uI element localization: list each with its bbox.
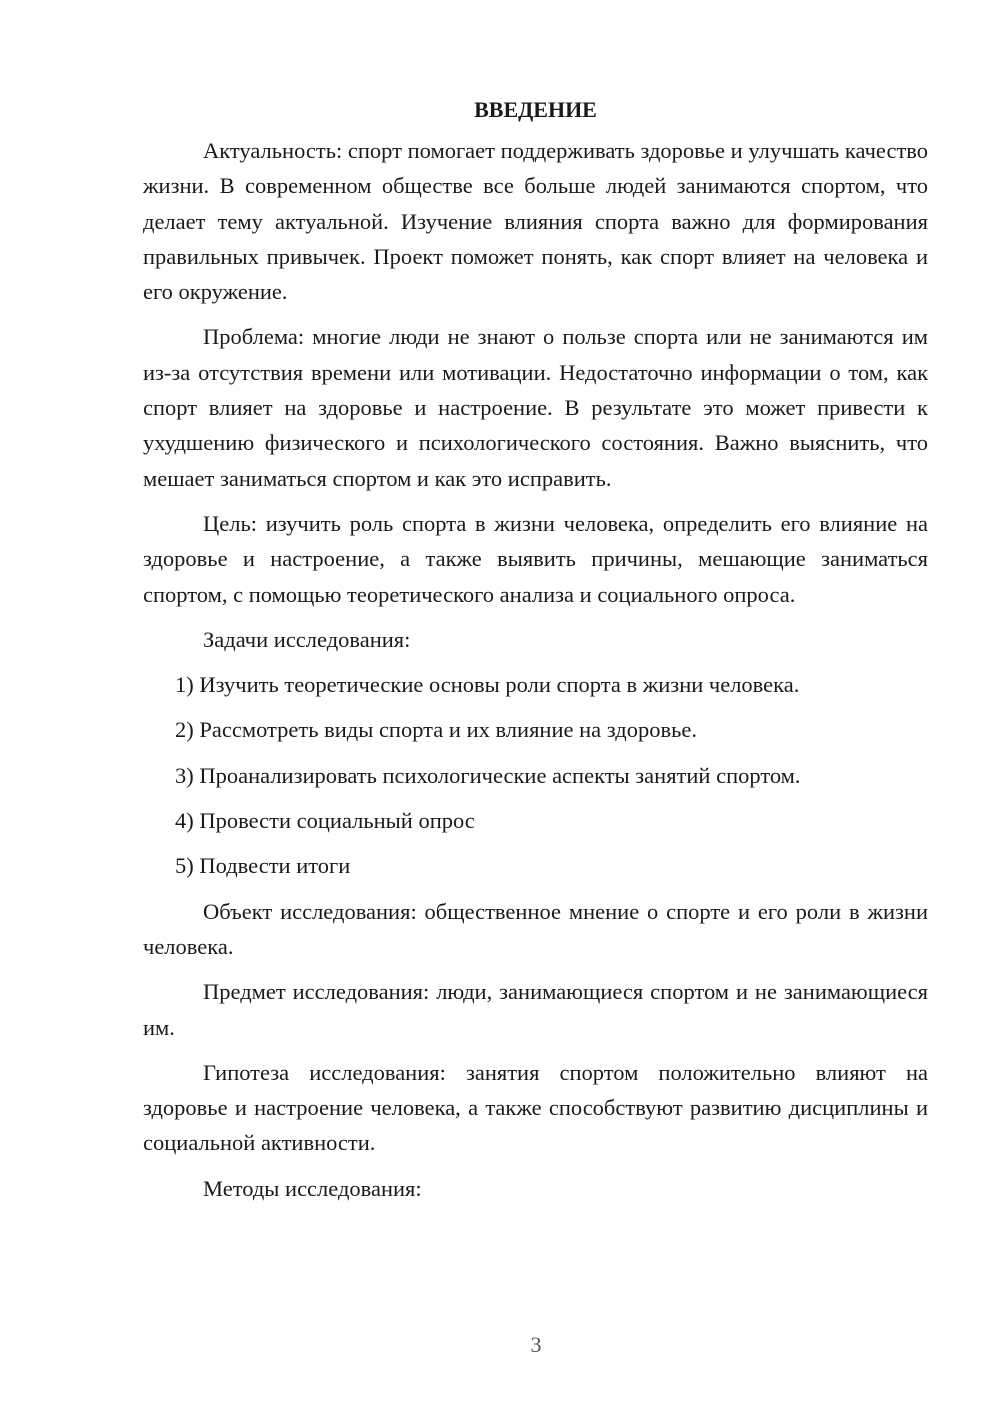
task-item-4: 4) Провести социальный опрос xyxy=(175,808,475,834)
task-item-1: 1) Изучить теоретические основы роли спорта в жизни человека. xyxy=(175,672,800,698)
section-title: ВВЕДЕНИЕ xyxy=(474,97,597,122)
page-content xyxy=(143,92,928,1216)
task-item-5: 5) Подвести итоги xyxy=(175,853,351,879)
tasks-heading: Задачи исследования: xyxy=(203,626,411,652)
paragraph-subject: Предмет исследования: люди, занимающиеся спортом и не занимающиеся им. xyxy=(143,979,928,1040)
paragraph-problem: Проблема: многие люди не знают о пользе спорта или не занимаются им из-за отсутствия времени или мотивации. Недостаточно информации о том, как спорт влияет на здоровье и настроение. В результате это может привести к ухудшению физического и психологического состояния. Важно выяснить, что мешает заниматься спортом и как это исправить. xyxy=(143,324,928,491)
methods-heading: Методы исследования: xyxy=(203,1175,422,1201)
paragraph-relevance: Актуальность: спорт помогает поддерживать здоровье и улучшать качество жизни. В современном обществе все больше людей занимаются спортом, что делает тему актуальной. Изучение влияния спорта важно для формирования правильных привычек. Проект поможет понять, как спорт влияет на человека и его окружение. xyxy=(143,138,928,305)
paragraph-goal: Цель: изучить роль спорта в жизни человека, определить его влияние на здоровье и настроение, а также выявить причины, мешающие заниматься спортом, с помощью теоретического анализа и социального опроса. xyxy=(143,510,928,607)
task-item-2: 2) Рассмотреть виды спорта и их влияние на здоровье. xyxy=(175,717,697,743)
task-item-3: 3) Проанализировать психологические аспекты занятий спортом. xyxy=(175,762,801,788)
paragraph-object: Объект исследования: общественное мнение о спорте и его роли в жизни человека. xyxy=(143,898,928,959)
paragraph-hypothesis: Гипотеза исследования: занятия спортом положительно влияют на здоровье и настроение человека, а также способствуют развитию дисциплины и социальной активности. xyxy=(143,1059,928,1156)
page-number: 3 xyxy=(530,1332,542,1357)
